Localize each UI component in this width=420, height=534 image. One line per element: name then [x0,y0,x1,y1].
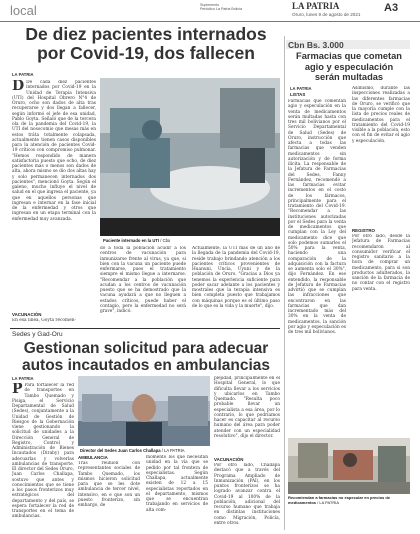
article1-headline [12,25,280,63]
section-name: local [10,3,37,18]
article-divider [10,328,280,329]
article1-column-2: dó a toda la población acudir a los centros de vacunación para inmunizarse frente al virus, ya que, si bien con la vacuna un paciente puede enfermarse, pues el tratamiento siempre el mismo llegue a internarse. "Recomendar a la población que acudan a los centros de vacunación puesto que se ha demostrado que la vacuna ayudará a que no lleguen a estados críticos, puede haber el contagio, pero la enfermedad no será grave", indicó. [100,246,186,314]
article1-caption-bold: Paciente internado en la UTI [103,238,160,243]
sidebar-byline: LA PATRIA [290,86,312,91]
sidebar-column-1: Farmacias que comentan agio y especulación en la venta de medicamentos serán multadas hasta con tres mil bolivianos por el Servicio Departamental de Salud (Sedes) de Oruro, instrucción que afecta a todas las farmacias que venden medicamentos sin autorización y de forma ilícita. La responsable de la Jefatura de Farmacias del Sedes, Fanny Fernández, recomendó a las farmacias evitar incrementos en el costo de los fármacos, principalmente para el tratamiento del Covid-19. "Recomendar a las instituciones autorizadas por el Sedes para la venta de medicamentos que cumplan con la Ley del medicamento dice que solo podemos sumarles el 50% para la venta, haciendo una comparación de la adquisición con la factura se aumenta solo el 30%", dijo Fernández. En ese entendido, la responsable de Jefatura de Farmacias advirtió que se cumplan las infracciones que encontraron en las farmacias que dan incrementado más del 30% en la venta de medicamentos, la sanción por agio y especulación es de tres mil bolivianos. [288,99,346,335]
article1-subhead-vacunacion: VACUNACIÓN [12,312,42,317]
sidebar-headline-line3: serán multadas [314,72,384,82]
article2-subhead-ambulancia: AMBULANCIA [78,455,108,460]
drop-cap-2: P [12,383,23,397]
sidebar-subhead-registro: REGISTRO [352,228,375,233]
sidebar-kicker: LISTAS [290,92,306,97]
drop-cap: D [12,80,25,94]
article1-byline: LA PATRIA [12,72,34,77]
article1-caption-credit: / Cbo [159,238,171,243]
sidebar-column-2b: Por otro lado, desde la Jefatura de Farmacias recomendaron al consumidor verificar el registro sanitario a la hora de comprar un medicamento, para si son productos adulterados, la sanción de la farmacia de no contar con el registro para venta. [352,234,410,292]
article2-column-1 [12,383,74,531]
article1-headline-line1: De diez pacientes internados [25,24,267,44]
sidebar-caption-credit: / LA PATRIA [316,499,339,505]
article2-column-4b: Por otro lado, Challapa destacó que a través del Programa Ampliado de Inmunización (PAI), en los puntos fronterizos se ha logrado avanzar contra el Covid-19 al 100% de la población, adicional del recurso humano que trabaja en distintas instituciones como Migración, Policía, entre otros. [214,463,280,526]
sidebar-caption-bold: Recomiendan a farmacias no especular en precios de medicamentos [288,495,391,505]
article2-column-4: plejidad, principalmente en el Hospital General, lo que dificulta llevar a los servicios y ubicarlos en Tambo Quemado. "Resulta poco probable llevar un especialista a esa área, por lo contrario, lo que podríamos hacer es capacitar al recurso humano del área para poder atender con un especialidad resolutivo", dijo el director. [214,376,280,439]
sidebar-headline-line2: agio y especulación [304,61,394,72]
article1-col1-end: En esa línea, Goyta recomen- [12,318,76,323]
article2-caption-bold: Director del Sedes Juan Carlos Challapa [80,448,161,453]
sidebar-photo-caption [288,496,412,506]
newspaper-brand: LA PATRIA [292,1,340,11]
sidebar-photo-pharmacy [288,438,410,494]
article2-kicker: Sedes y Gad-Oru [12,331,63,338]
article1-headline-line2: por Covid-19, dos fallecen [37,43,255,63]
fine-amount: Cbn Bs. 3.000 [288,40,344,50]
article2-column-2: Tras reunión con representantes sociales de Tambo Quemado, los mismos hicieron solicitud para que se les dote ambulancia de tercer nivel, intensivo, en e que son un puesto fronterizo, sin embargo, de [78,461,140,508]
article1-col1-text: De cada diez pacientes internados por Covid-19 en la Unidad de Terapia Intensiva (UTI) del Hospital Obrero N°4 de Oruro, ocho son dados de alta tras recuperarse y dos llegan a fallecer, según informó el jefe de esa unidad, Pablo Goyta. Señaló que de la tercera ola de la pandemia del Covid-19, la UTI del nosocomio que mesas más en estos tráta totalmente colapsada, actualmente tienen casos disponibles para la atención de pacientes Covid-19 críticos con compromiso pulmonar. "Hemos respondido de manera satisfactoria puesto que ocho, de diez pacientes más o menos son dados de alta, ahora mismo se dio dos altas hay y solo permanecen internados dos pacientes", mencionó Goyta. Según el galeno, mucho influye el nivel de salud en el que ingresa el paciente, ya que en aquellos personas que ingresan e internar en la fase inicial de la enfermedad y otros que ingresan en un etapa terminal con la enfermedad muy avanzada. [12,80,96,222]
article2-caption-credit: / LA PATRIA [160,448,185,453]
article1-column-1 [12,80,96,310]
article2-headline [12,340,280,374]
article1-photo-icu [100,78,280,236]
issue-date: Oruro, lunes 9 de agosto de 2021 [292,12,361,17]
article2-col1-text: Para fortalecer la red de transportes en Tambo Quemado y Pisiga, el Servicio Departamental de Salud (Sedes), conjuntamente a la Unidad de Gestión de Riesgos de la Gobernación viene gestionando la solicitud de unidades a la Dirección General de Registro, Control y Administración de Bienes Incautados (Diraby) para adecuarlas y volverlas ambulancias de transporte. El director del Sedes Oruro, Juan Carlos Challapa, sostuvo que antes y conocimientos que se tiene a los pasos fronterizos muy estratégicos del departamento y del país, se espera fortalecer la red de transportes en el tema de ambulancias. [12,383,74,520]
page-number: A3 [384,2,399,14]
tagline-line-2: Periódico La Patria Bolivia [200,7,242,12]
article2-headline-line2: autos incautados en ambulancias [21,357,271,374]
sidebar-column-2: Asimismo, durante las inspecciones realizadas a las diferentes farmacias de Oruro, se verificó que la mayoría cumple con la lista de precios reales de medicamentos para el tratamiento del Covid-19 visible a la población, esto con el fin de evitar el agio y especulación. [352,86,410,144]
article1-photo-caption [103,238,170,243]
article2-photo-director [78,376,210,446]
article2-headline-line1: Gestionan solicitud para adecuar [23,340,269,357]
article2-subhead-vacunacion: VACUNACIÓN [214,457,244,462]
article2-photo-caption [80,448,185,453]
sidebar-headline [286,51,412,83]
sidebar-headline-line1: Farmacias que cometan [296,51,402,61]
article2-byline: LA PATRIA [12,376,34,381]
article2-column-3: momento los que necesitan unidad en la vía que se pedido por tal frontera de especialistas. Según Challapa, actualmente existen de 12 a 15 especialistas reportados en el departamento, mismos que se encuentran trabajando en servicios de alta com- [146,455,208,513]
article1-column-3: Actualmente, la UTI más de un año de la llegada de la pandemia del Covid-19, reside trabajo brindando atención a los pacientes críticos provenientes de Huanuni, Uncía, Uyuni y de la población de Oruro. "Gracias a Dios ya tenemos la experiencia suficiente para poder sacar adelante a los pacientes y mostrales que la terapia intensiva es bien completa puesto que trabajamos con máquinas porque es el último paso de lo que es la vida y la muerte", dijo. [192,246,280,309]
page-header [0,0,420,22]
tagline-line-1: Suplemento [200,3,220,7]
header-tagline [200,3,242,12]
